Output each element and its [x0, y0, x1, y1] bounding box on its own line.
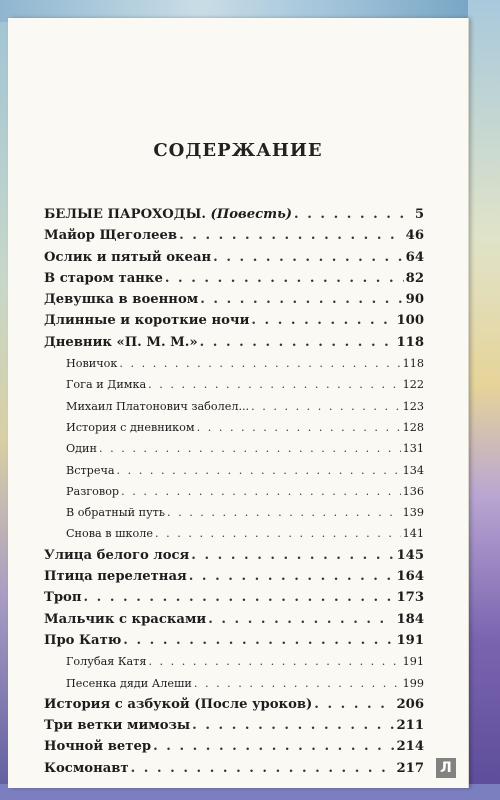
cover-right-edge	[468, 0, 500, 800]
toc-entry	[44, 758, 424, 779]
toc-page-number: 184	[396, 611, 424, 627]
toc-subentry	[44, 502, 424, 523]
toc-entry	[44, 332, 424, 353]
dot-leader	[179, 225, 404, 246]
toc-page-number: 5	[414, 207, 424, 222]
toc-entry-text: Гога и Димка	[66, 378, 147, 392]
toc-subentry	[44, 396, 424, 417]
toc-subentry	[44, 438, 424, 459]
toc-entry-title	[44, 204, 292, 225]
toc-entry-text: Майор Щеголеев	[44, 228, 178, 244]
dot-leader	[119, 353, 400, 374]
toc-page-number: 136	[402, 484, 424, 498]
toc-entry-title	[44, 268, 163, 289]
toc-subentry	[44, 523, 424, 544]
toc-page-number: 139	[402, 506, 424, 520]
toc-entry-text: Улица белого лося	[44, 547, 190, 563]
dot-leader	[117, 460, 401, 481]
toc-entry-text: Новичок	[66, 357, 118, 371]
toc-entry	[44, 204, 424, 225]
toc-entry	[44, 587, 424, 608]
toc-entry-text: Мальчик с красками	[44, 611, 207, 627]
dot-leader	[148, 651, 400, 672]
toc-page-number: 128	[402, 420, 424, 434]
toc-page-number: 118	[396, 334, 424, 350]
dot-leader	[213, 247, 403, 268]
dot-leader	[294, 204, 413, 225]
toc-page-number: 214	[396, 739, 424, 755]
toc-page-number: 134	[402, 463, 424, 477]
toc-entry	[44, 736, 424, 757]
toc-page-number: 100	[396, 313, 424, 329]
dot-leader	[251, 310, 394, 331]
dot-leader	[83, 587, 394, 608]
toc-page-number: 123	[402, 399, 424, 413]
dot-leader	[99, 438, 401, 459]
toc-page-number: 118	[402, 357, 424, 371]
dot-leader	[123, 630, 394, 651]
toc-entry	[44, 268, 424, 289]
toc-entry-note: (Повесть)	[210, 207, 293, 222]
dot-leader	[155, 523, 401, 544]
toc-entry-text: БЕЛЫЕ ПАРОХОДЫ.	[44, 207, 206, 222]
toc-entry-title	[66, 481, 119, 502]
toc-entry	[44, 566, 424, 587]
dot-leader	[200, 332, 395, 353]
toc-subentry	[44, 673, 424, 694]
toc-entry-text: Ослик и пятый океан	[44, 249, 212, 265]
toc-entry-text: Разговор	[66, 484, 120, 498]
toc-entry-title	[66, 438, 97, 459]
toc-page-number: 173	[396, 590, 424, 606]
toc-entry-title	[44, 694, 312, 715]
toc-entry-text: Песенка дяди Алеши	[66, 676, 192, 690]
toc-entry-title	[44, 289, 198, 310]
dot-leader	[200, 289, 403, 310]
toc-subentry	[44, 374, 424, 395]
toc-page-number: 145	[396, 547, 424, 563]
toc-entry	[44, 630, 424, 651]
toc-entry-title	[44, 332, 198, 353]
toc-page-number: 217	[396, 760, 424, 776]
toc-entry	[44, 225, 424, 246]
toc-entry-title	[66, 417, 195, 438]
toc-entry-text: Девушка в военном	[44, 292, 199, 308]
toc-page-number: 191	[396, 632, 424, 648]
toc-entry-text: Михаил Платонович заболел...	[66, 399, 250, 413]
toc-page-number: 141	[402, 527, 424, 541]
toc-entry-title	[44, 566, 187, 587]
toc-entry	[44, 289, 424, 310]
toc-entry	[44, 247, 424, 268]
toc-entry-title	[44, 247, 211, 268]
toc-subentry	[44, 353, 424, 374]
toc-page-number: 122	[402, 378, 424, 392]
toc-entry-text: Птица перелетная	[44, 569, 187, 585]
toc-entry	[44, 609, 424, 630]
dot-leader	[191, 545, 394, 566]
book-page	[8, 18, 468, 788]
toc-entry-text: Длинные и короткие ночи	[44, 313, 250, 329]
toc-page-number: 131	[402, 442, 424, 456]
dot-leader	[251, 396, 401, 417]
toc-entry-title	[66, 460, 115, 481]
toc-subentry	[44, 651, 424, 672]
toc-entry-text: Голубая Катя	[66, 655, 147, 669]
toc-entry-title	[66, 651, 146, 672]
toc-entry	[44, 694, 424, 715]
toc-subentry	[44, 417, 424, 438]
toc-entry-title	[66, 353, 117, 374]
toc-entry	[44, 545, 424, 566]
toc-entry-title	[66, 396, 249, 417]
toc-entry-title	[66, 673, 192, 694]
dot-leader	[131, 758, 395, 779]
toc-entry-title	[44, 736, 151, 757]
dot-leader	[189, 566, 395, 587]
toc-page-number: 199	[402, 676, 424, 690]
toc-entry-title	[44, 758, 129, 779]
toc-page-number: 164	[396, 569, 424, 585]
dot-leader	[197, 417, 401, 438]
toc-page-number: 211	[396, 718, 424, 734]
toc-entry-text: Встреча	[66, 463, 115, 477]
dot-leader	[121, 481, 401, 502]
toc-entry-title	[44, 310, 249, 331]
dot-leader	[165, 268, 404, 289]
toc-page-number: 82	[405, 270, 424, 286]
toc-entry-text: В обратный путь	[66, 506, 165, 520]
dot-leader	[167, 502, 401, 523]
toc-entry-title	[44, 225, 177, 246]
toc-entry-text: Один	[66, 442, 97, 456]
toc-page-number: 90	[405, 292, 424, 308]
toc-entry-title	[66, 374, 146, 395]
toc-entry-text: Ночной ветер	[44, 739, 152, 755]
page-title: СОДЕРЖАНИЕ	[153, 140, 323, 161]
toc-entry-title	[66, 502, 165, 523]
toc-page-number: 206	[396, 696, 424, 712]
toc-entry-text: История с дневником	[66, 420, 195, 434]
dot-leader	[192, 715, 394, 736]
toc-entry-text: История с азбукой (После уроков)	[44, 696, 313, 712]
toc-entry	[44, 310, 424, 331]
toc-entry-title	[66, 523, 153, 544]
toc-subentry	[44, 460, 424, 481]
dot-leader	[148, 374, 400, 395]
dot-leader	[153, 736, 394, 757]
toc-page-number: 46	[405, 228, 424, 244]
dot-leader	[194, 673, 401, 694]
dot-leader	[208, 609, 394, 630]
toc-entry-text: Троп	[44, 590, 82, 606]
toc-entry-text: Три ветки мимозы	[44, 718, 191, 734]
toc-entry-title	[44, 630, 121, 651]
table-of-contents	[44, 204, 424, 779]
toc-entry-title	[44, 587, 81, 608]
toc-page-number: 64	[405, 249, 424, 265]
toc-subentry	[44, 481, 424, 502]
toc-entry-title	[44, 609, 206, 630]
livelib-logo-icon: Л	[436, 758, 456, 778]
toc-entry-title	[44, 715, 190, 736]
toc-entry-text: Про Катю	[44, 632, 122, 648]
toc-entry-text: Дневник «П. М. М.»	[44, 334, 198, 350]
toc-entry	[44, 715, 424, 736]
toc-entry-title	[44, 545, 189, 566]
toc-entry-text: Снова в школе	[66, 527, 153, 541]
toc-page-number: 191	[402, 655, 424, 669]
toc-entry-text: В старом танке	[44, 270, 163, 286]
dot-leader	[314, 694, 394, 715]
toc-entry-text: Космонавт	[44, 760, 129, 776]
